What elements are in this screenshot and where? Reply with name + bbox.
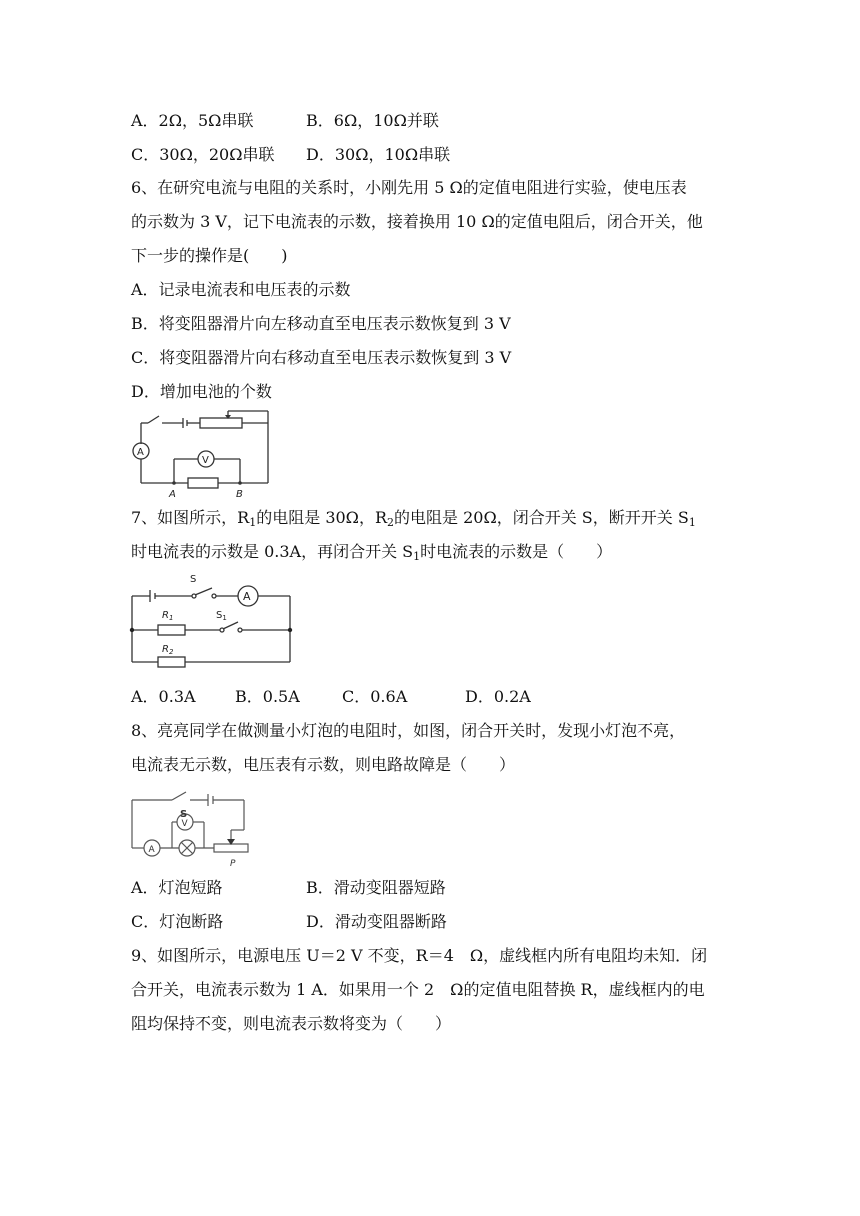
q8-rheostat [214, 844, 248, 852]
q7-sub: 1 [413, 550, 421, 563]
q7-text: 的电阻是 20Ω，闭合开关 S，断开开关 S [394, 508, 689, 527]
q7-r1-label [162, 610, 173, 622]
q9-stem-line-2: 合开关，电流表示数为 1 A．如果用一个 2 Ω的定值电阻替换 R，虚线框内的电 [131, 980, 705, 999]
q8-stem-line-2: 电流表无示数，电压表有示数，则电路故障是（ ） [131, 755, 516, 774]
q6-option-d: D．增加电池的个数 [131, 382, 272, 401]
q7-text: 时电流表的示数是（ ） [420, 542, 613, 561]
q7-s1-label [216, 610, 227, 622]
q6-stem-line-2: 的示数为 3 V，记下电流表的示数，接着换用 10 Ω的定值电阻后，闭合开关，他 [131, 212, 703, 231]
q8-option-a: A．灯泡短路 [131, 878, 223, 897]
q6-rheostat [200, 418, 242, 428]
q6-option-b: B．将变阻器滑片向左移动直至电压表示数恢复到 3 V [131, 314, 511, 333]
q8-switch [172, 792, 186, 800]
q7-r2-letter: R [162, 644, 169, 655]
q7-switch-s-label: S [190, 574, 197, 585]
q6-stem-line-1: 6、在研究电流与电阻的关系时，小刚先用 5 Ω的定值电阻进行实验，使电压表 [131, 178, 687, 197]
q7-sub: 1 [688, 516, 696, 529]
q8-circuit-diagram [128, 786, 254, 868]
q7-text: 7、如图所示，R [131, 508, 250, 527]
q7-ammeter-label: A [243, 590, 251, 603]
q7-option-d: D．0.2A [465, 687, 531, 706]
q8-slider-label: P [230, 859, 236, 869]
q7-stem-line-2 [131, 542, 612, 562]
q7-stem-line-1 [131, 508, 696, 528]
q8-option-c: C．灯泡断路 [131, 912, 224, 931]
q7-r1-letter: R [162, 610, 169, 621]
q7-s1-sub: 1 [222, 614, 227, 622]
q7-text: 时电流表的示数是 0.3A，再闭合开关 S [131, 542, 414, 561]
q7-resistor-r1 [158, 625, 185, 635]
q8-ammeter-label: A [148, 845, 155, 855]
q5-option-b: B．6Ω，10Ω并联 [306, 111, 439, 130]
q9-stem-line-1: 9、如图所示，电源电压 U＝2 V 不变，R＝4 Ω，虚线框内所有电阻均未知．闭 [131, 946, 708, 965]
q7-option-c: C．0.6A [342, 687, 408, 706]
q8-option-b: B．滑动变阻器短路 [306, 878, 446, 897]
q7-option-a: A．0.3A [131, 687, 196, 706]
q6-voltmeter-label: V [202, 455, 209, 466]
q5-option-c: C．30Ω，20Ω串联 [131, 145, 275, 164]
q7-text: 的电阻是 30Ω，R [256, 508, 387, 527]
q7-s1-letter: S [216, 610, 223, 621]
q6-fixed-resistor [188, 478, 218, 488]
q5-option-d: D．30Ω，10Ω串联 [306, 145, 451, 164]
q5-option-a: A．2Ω，5Ω串联 [131, 111, 254, 130]
q7-r2-sub: 2 [168, 648, 174, 656]
q7-r1-sub: 1 [168, 614, 174, 622]
q7-circuit-diagram [128, 570, 294, 670]
q6-circuit-diagram [128, 408, 273, 500]
q7-sub: 2 [387, 516, 394, 529]
q6-ammeter-label: A [137, 447, 144, 458]
q8-stem-line-1: 8、亮亮同学在做测量小灯泡的电阻时，如图，闭合开关时，发现小灯泡不亮， [131, 721, 686, 740]
q6-option-c: C．将变阻器滑片向右移动直至电压表示数恢复到 3 V [131, 348, 512, 367]
q7-resistor-r2 [158, 657, 185, 667]
q6-stem-line-3: 下一步的操作是( ) [131, 246, 288, 265]
q8-switch-label: S [180, 809, 188, 820]
q6-switch [148, 416, 159, 423]
q8-voltmeter-label: V [181, 819, 188, 829]
q6-node-b: B [236, 489, 243, 500]
q7-sub: 1 [249, 516, 257, 529]
q6-option-a: A．记录电流表和电压表的示数 [131, 280, 351, 299]
q8-option-d: D．滑动变阻器断路 [306, 912, 447, 931]
q6-node-a: A [169, 489, 176, 500]
q7-r2-label [162, 644, 174, 656]
q7-option-b: B．0.5A [235, 687, 300, 706]
q9-stem-line-3: 阻均保持不变，则电流表示数将变为（ ） [131, 1014, 452, 1033]
